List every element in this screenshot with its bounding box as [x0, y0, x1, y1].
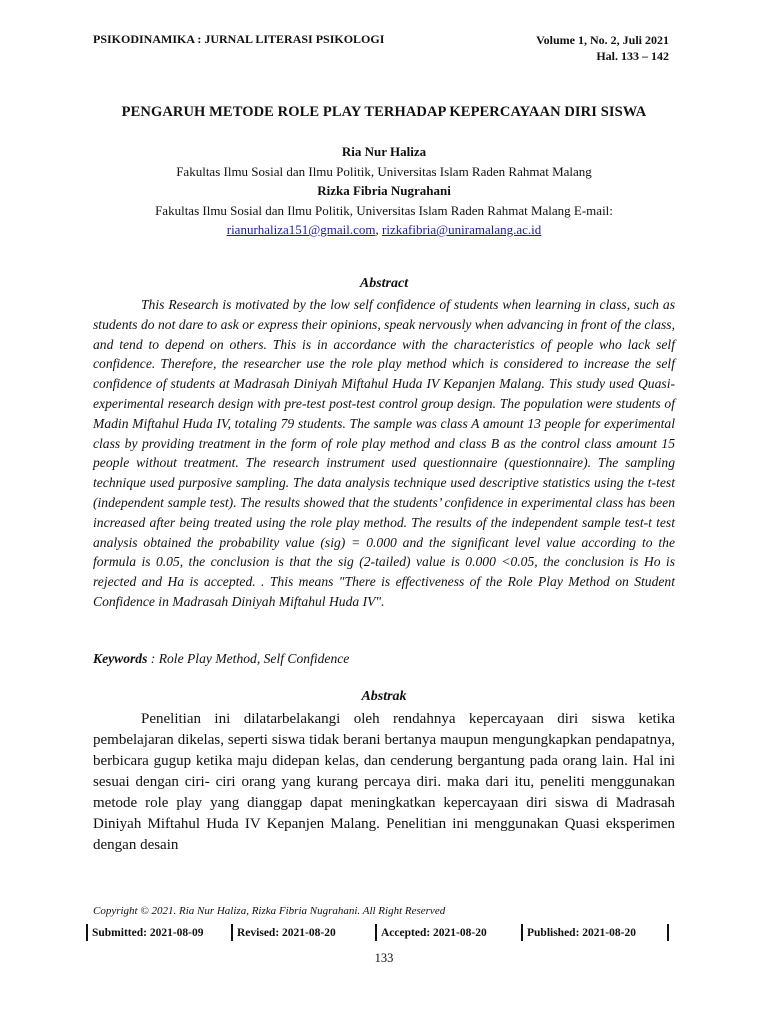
- keywords-label: Keywords: [93, 651, 148, 666]
- page-number: 133: [374, 951, 394, 965]
- keywords-text: : Role Play Method, Self Confidence: [147, 651, 350, 666]
- author-emails: [0, 220, 768, 240]
- email-separator: ,: [375, 222, 383, 237]
- author-block: [0, 142, 768, 240]
- submitted-date: Submitted: 2021-08-09: [92, 927, 204, 939]
- abstract-body: [93, 295, 675, 612]
- accepted-date: Accepted: 2021-08-20: [381, 927, 487, 939]
- volume-issue: Volume 1, No. 2, Juli 2021: [536, 33, 669, 47]
- journal-name: PSIKODINAMIKA : JURNAL LITERASI PSIKOLOGI: [93, 32, 385, 46]
- keywords-line: [93, 651, 675, 667]
- volume-info: [536, 32, 669, 64]
- revised-date: Revised: 2021-08-20: [237, 927, 336, 939]
- email-link-2[interactable]: rizkafibria@uniramalang.ac.id: [382, 222, 542, 237]
- author-affiliation-1: Fakultas Ilmu Sosial dan Ilmu Politik, Universitas Islam Raden Rahmat Malang: [176, 163, 592, 179]
- page-range: Hal. 133 – 142: [596, 49, 669, 63]
- abstrak-heading: Abstrak: [361, 689, 407, 704]
- author-name-1: Ria Nur Haliza: [341, 144, 427, 159]
- abstract-heading: Abstract: [359, 276, 409, 291]
- published-date: Published: 2021-08-20: [527, 927, 636, 939]
- date-divider: [667, 924, 669, 941]
- abstrak-paragraph: Penelitian ini dilatarbelakangi oleh rendahnya kepercayaan diri siswa ketika pembelajaran dikelas, seperti siswa tidak berani bertanya maupun mengungkapkan pendapatnya, berbicara gugup ketika maju didepan kelas, dan cenderung bergantung pada orang lain. Hal ini sesuai dengan ciri- ciri orang yang kurang percaya diri. maka dari itu, peneliti menggunakan metode role play yang dianggap dapat meningkatkan kepercayaan diri siswa di Madrasah Diniyah Miftahul Huda IV Kepanjen Malang. Penelitian ini menggunakan Quasi eksperimen dengan desain: [93, 711, 675, 853]
- copyright-line: Copyright © 2021. Ria Nur Haliza, Rizka Fibria Nugrahani. All Right Reserved: [93, 905, 446, 917]
- article-dates: [86, 924, 670, 942]
- article-title: PENGARUH METODE ROLE PLAY TERHADAP KEPERCAYAAN DIRI SISWA: [121, 104, 647, 120]
- author-affiliation-2: Fakultas Ilmu Sosial dan Ilmu Politik, Universitas Islam Raden Rahmat Malang E-mail:: [155, 202, 613, 218]
- abstrak-body: [93, 709, 675, 856]
- author-name-2: Rizka Fibria Nugrahani: [317, 183, 451, 198]
- email-link-1[interactable]: rianurhaliza151@gmail.com: [226, 222, 376, 237]
- abstract-paragraph: This Research is motivated by the low self confidence of students when learning in class, such as students do not dare to ask or express their opinions, speak nervously when advancing in front of the class, and tend to depend on others. This is in accordance with the characteristics of people who lack self confidence. Therefore, the researcher use the role play method which is considered to increase the self confidence of students at Madrasah Diniyah Miftahul Huda IV Kepanjen Malang. This study used Quasi-experimental research design with pre-test post-test control group design. The population were students of Madin Miftahul Huda IV, totaling 79 students. The sample was class A amount 13 people for experimental class by providing treatment in the form of role play method and class B as the control class amount 15 people without treatment. The research instrument used questionnaire (questionnaire). The sampling technique used purposive sampling. The data analysis technique used descriptive statistics using the t-test (independent sample test). The results showed that the students’ confidence in experimental class has been increased after being treated using the role play method. The results of the independent sample test-t test analysis obtained the probability value (sig) = 0.000 and the significant level value according to the formula is 0.05, the conclusion is that the sig (2-tailed) value is 0.000 <0.05, the conclusion is Ho is rejected and Ha is accepted. . This means "There is effectiveness of the Role Play Method on Student Confidence in Madrasah Diniyah Miftahul Huda IV".: [93, 297, 675, 609]
